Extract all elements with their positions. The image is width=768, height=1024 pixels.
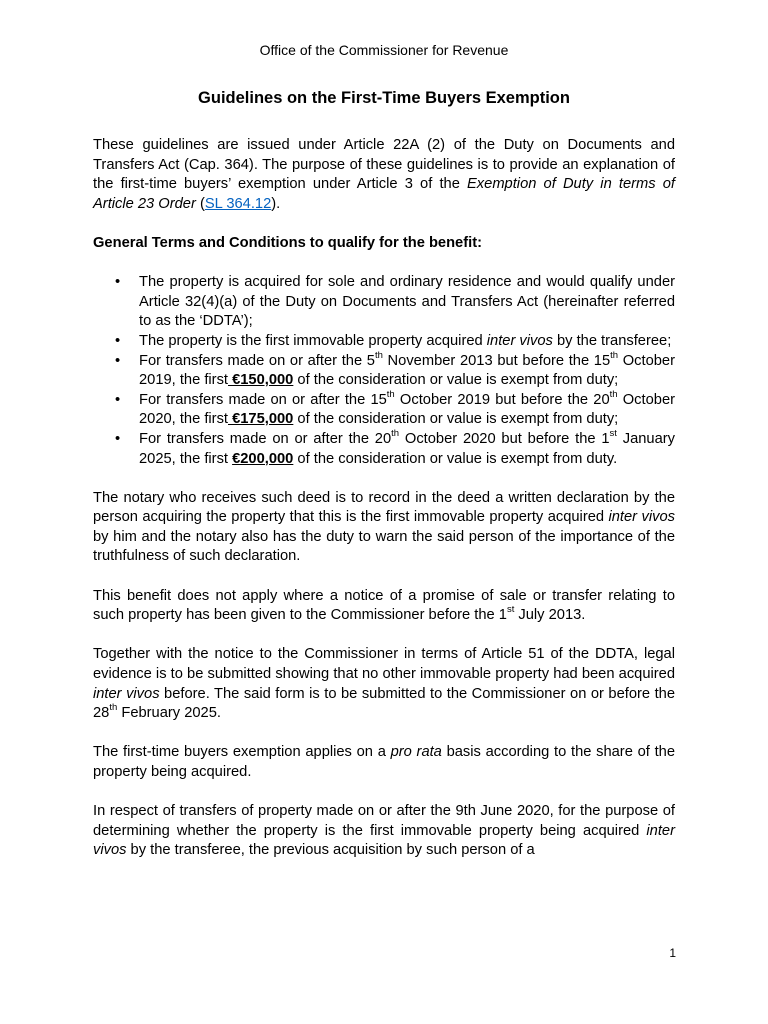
pro-rata-paragraph: The first-time buyers exemption applies on a pro rata basis according to the share of the property being acquired. [93, 744, 675, 780]
bullet-icon: • [115, 274, 121, 291]
bullet-icon: • [115, 332, 121, 349]
transfers-paragraph: In respect of transfers of property made on or after the 9th June 2020, for the purpose of determining whether the property is the first immovable property being acquired inter vivos by the transferee, the previous acquisition by such person of a [93, 803, 675, 859]
sl-364-12-link[interactable]: SL 364.12 [204, 195, 272, 212]
page-header: Office of the Commissioner for Revenue [259, 42, 509, 58]
evidence-paragraph: Together with the notice to the Commissioner in terms of Article 51 of the DDTA, legal evidence is to be submitted showing that no other immovable property had been acquired inter vivos before. The said form is to be submitted to the Commissioner on or before the 28th February 2025. [93, 646, 675, 722]
notary-paragraph: The notary who receives such deed is to record in the deed a written declaration by the person acquiring the property that this is the first immovable property acquired inter vivos by him and the notary also has the duty to warn the said person of the importance of the truthfulness of such declaration. [93, 489, 675, 565]
bullet-icon: • [115, 352, 121, 369]
page-title: Guidelines on the First-Time Buyers Exemption [198, 89, 570, 107]
list-item: • For transfers made on or after the 5th November 2013 but before the 15th October 2019, the first €150,000 of the consideration or value is exempt from duty; [115, 349, 675, 389]
exempt-amount: €150,000 [228, 372, 294, 389]
benefit-paragraph: This benefit does not apply where a notice of a promise of sale or transfer relating to such property has been given to the Commissioner before the 1st July 2013. [93, 587, 675, 624]
bullet-icon: • [115, 430, 121, 447]
list-item: • The property is acquired for sole and ordinary residence and would qualify under Article 32(4)(a) of the Duty on Documents and Transfers Act (hereinafter referred to as the ‘DDTA’); [115, 274, 675, 330]
intro-paragraph: These guidelines are issued under Article 22A (2) of the Duty on Documents and Transfers Act (Cap. 364). The purpose of these guidelines is to provide an explanation of the first-time buyers’ exemption under Article 3 of the Exemption of Duty in terms of Article 23 Order (SL 364.12). [93, 137, 675, 212]
exempt-amount: €175,000 [228, 411, 294, 428]
bullet-icon: • [115, 391, 121, 408]
conditions-heading: General Terms and Conditions to qualify for the benefit: [93, 234, 482, 251]
exempt-amount: €200,000 [232, 450, 294, 467]
list-item: • For transfers made on or after the 15th October 2019 but before the 20th October 2020, the first €175,000 of the consideration or value is exempt from duty; [115, 388, 675, 428]
page-number: 1 [669, 946, 676, 960]
document-body [93, 136, 675, 881]
list-item: • For transfers made on or after the 20th October 2020 but before the 1st January 2025, the first €200,000 of the consideration or value is exempt from duty. [115, 428, 675, 467]
list-item: • The property is the first immovable property acquired inter vivos by the transferee; [93, 332, 675, 352]
conditions-list [93, 273, 675, 469]
